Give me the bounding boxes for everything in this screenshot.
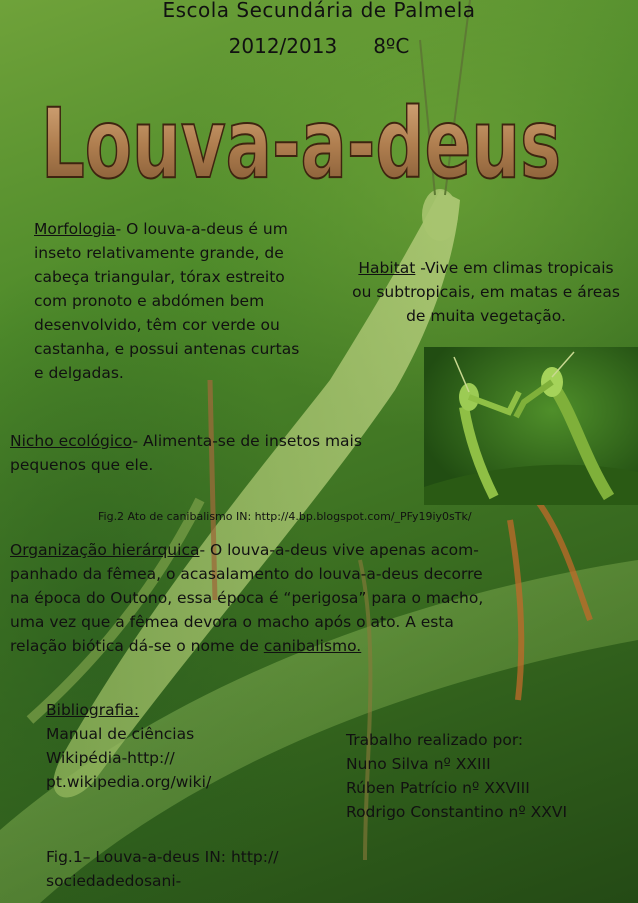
nicho-line: - Alimenta-se de insetos mais xyxy=(132,432,362,450)
nicho-section xyxy=(10,429,362,477)
habitat-line: de muita vegetação. xyxy=(406,307,566,325)
mantises-image xyxy=(424,347,638,505)
organizacao-line: relação biótica dá-se o nome de xyxy=(10,637,264,655)
fig1-caption xyxy=(46,845,278,893)
school-name: Escola Secundária de Palmela xyxy=(162,0,476,22)
canibalismo-term: canibalismo. xyxy=(263,637,362,655)
bibliografia-line: pt.wikipedia.org/wiki/ xyxy=(46,773,212,791)
organizacao-label: Organização hierárquica xyxy=(10,541,200,559)
author-line: Rodrigo Constantino nº XXVI xyxy=(346,803,568,821)
authors-heading: Trabalho realizado por: xyxy=(346,731,524,749)
authors-section xyxy=(346,728,567,824)
morfologia-line: - O louva-a-deus é um xyxy=(115,220,288,238)
organizacao-line: panhado da fêmea, o acasalamento do louva-a-deus decorre xyxy=(10,565,483,583)
bibliografia-line: Wikipédia-http:// xyxy=(46,749,175,767)
habitat-section xyxy=(334,256,638,328)
morfologia-section xyxy=(34,217,299,385)
school-year: 2012/2013 xyxy=(228,34,338,58)
page-title xyxy=(36,82,566,192)
title-wordart xyxy=(36,82,566,192)
habitat-line: -Vive em climas tropicais xyxy=(415,259,614,277)
morfologia-line: inseto relativamente grande, de xyxy=(34,244,284,262)
morfologia-label: Morfologia xyxy=(34,220,116,238)
habitat-line: ou subtropicais, em matas e áreas xyxy=(352,283,620,301)
nicho-label: Nicho ecológico xyxy=(10,432,133,450)
habitat-label: Habitat xyxy=(358,259,416,277)
organizacao-line: uma vez que a fêmea devora o macho após o ato. A esta xyxy=(10,613,454,631)
bibliografia-line: Manual de ciências xyxy=(46,725,195,743)
fig2-caption: Fig.2 Ato de canibalismo IN: http://4.bp.blogspot.com/_PFy19iy0sTk/ xyxy=(98,510,472,523)
morfologia-line: castanha, e possui antenas curtas xyxy=(34,340,300,358)
school-class: 8ºC xyxy=(373,34,410,58)
fig1-caption-line: sociedadedosani- xyxy=(46,872,182,890)
organizacao-line: na época do Outono, essa época é “perigosa” para o macho, xyxy=(10,589,484,607)
morfologia-line: cabeça triangular, tórax estreito xyxy=(34,268,285,286)
author-line: Rúben Patrício nº XXVIII xyxy=(346,779,530,797)
fig1-caption-line: Fig.1– Louva-a-deus IN: http:// xyxy=(46,848,279,866)
organizacao-section xyxy=(10,538,483,658)
nicho-line: pequenos que ele. xyxy=(10,456,154,474)
bibliografia-label: Bibliografia: xyxy=(46,701,140,719)
fig2-photo xyxy=(424,347,638,505)
title-text: Louva-a-deus xyxy=(41,88,561,192)
morfologia-line: com pronoto e abdómen bem xyxy=(34,292,265,310)
bibliografia-section xyxy=(46,698,211,794)
organizacao-line: - O louva-a-deus vive apenas acom- xyxy=(199,541,479,559)
morfologia-line: e delgadas. xyxy=(34,364,124,382)
school-year-line xyxy=(0,34,638,58)
morfologia-line: desenvolvido, têm cor verde ou xyxy=(34,316,280,334)
author-line: Nuno Silva nº XXIII xyxy=(346,755,491,773)
